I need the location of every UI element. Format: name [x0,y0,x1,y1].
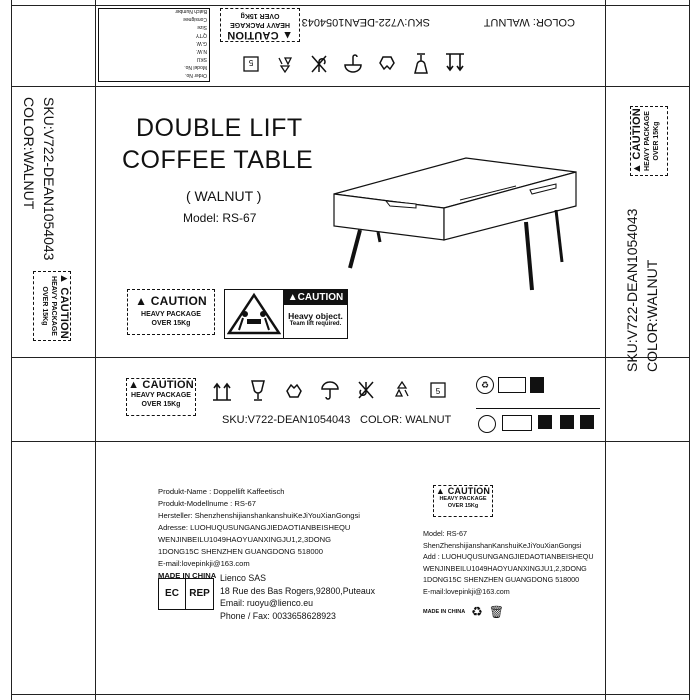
main-caution-line2: OVER 15Kg [151,320,191,327]
warning-triangle-icon: ▲ [128,379,140,391]
left-side-panel [12,87,95,357]
top-caution-box [220,8,300,42]
bottom-symbol-row [212,378,472,406]
ec-rep-box [158,578,214,610]
hline-bottom [11,694,690,695]
heavy-caution-header [284,290,347,305]
info-address1: Adresse: LUOHUQUSUNGANGJIEDAOTIANBEISHEQU [158,523,351,532]
info-right-caution-box [433,485,493,517]
sort-bin-icon-2 [560,415,574,429]
info-right-model: Model: RS-67 [423,529,467,538]
recycle-circle-icon: ♻ [476,376,494,394]
info-right-block [423,528,601,597]
heavy-line2: Team lift required. [289,321,342,327]
main-caution-line1: HEAVY PACKAGE [141,311,201,318]
warning-triangle-icon: ▲ [281,29,293,41]
info-right-addr1: Add : LUOHUQUSUNGANGJIEDAOTIANBEISHEQU [423,552,594,561]
handle-with-care-icon [284,378,304,402]
keep-dry-icon [320,378,340,402]
recycling-label-top [476,374,556,396]
right-caution-line1: HEAVY PACKAGE [644,111,651,171]
info-right-addr3: 1DONG15C SHENZHEN GUANGDONG 518000 [423,575,580,584]
stack-limit-icon [428,378,448,402]
coffee-table-illustration [330,150,580,295]
no-hooks-icon [309,52,329,76]
info-right-maker: ShenZhenshijianshanKanshuiKeJiYouXianGongsi [423,540,582,550]
info-address3: 1DONG15C SHENZHEN GUANGDONG 518000 [158,547,324,556]
handle-with-care-icon [377,52,397,76]
crossed-bin-icon: 🗑 [488,605,505,619]
bottom-caution-title: CAUTION [142,379,194,391]
label-row-order: Order No. [185,72,207,78]
info-made-in: MADE IN CHINA [158,571,217,580]
label-row-consignee: Consignee [183,16,207,22]
main-model: Model: RS-67 [183,211,257,225]
label-row-nw: N.W. [196,48,207,54]
info-product-name: Produkt-Name : Doppellift Kaffeetisch [158,487,285,496]
info-email: E-mail:lovepinkji@163.com [158,559,250,568]
info-address2: WENJINBEILU1049HAOYUANXINGJU1,2,3DONG [158,535,332,544]
hline-1 [11,86,690,87]
top-shipping-label [98,8,210,82]
bin-icon [530,377,544,393]
rep-addr: 18 Rue des Bas Rogers,92800,Puteaux [220,585,376,596]
this-way-up-icon [445,52,465,76]
fragile-icon [411,52,431,76]
main-title-line1: DOUBLE LIFT [136,114,303,142]
info-block [158,486,418,582]
rep-name: Lienco SAS [220,573,266,583]
right-color-text: COLOR:WALNUT [644,259,660,372]
heavy-caution-title: CAUTION [297,292,344,303]
sort-bin-icon [538,415,552,429]
top-caution-line2: OVER 15Kg [240,12,280,19]
label-row-sku: SKU [196,56,207,62]
info-right-caution-line1: HEAVY PACKAGE [439,496,487,502]
bottom-color-text: COLOR: WALNUT [360,414,452,426]
main-title-line2: COFFEE TABLE [122,146,314,174]
left-caution-line1: HEAVY PACKAGE [50,276,57,336]
info-right-addr2: WENJINBEILU1049HAOYUANXINGJU1,2,3DONG [423,563,587,573]
label-row-gw: G.W. [195,40,207,46]
no-hooks-icon [356,378,376,402]
hline-3 [11,441,690,442]
right-color-wrap [644,132,664,372]
info-model-name: Produkt-Modellnume : RS-67 [158,499,256,508]
main-color-paren: ( WALNUT ) [186,188,262,204]
recycle-icon [275,52,295,76]
right-sku-wrap [624,132,644,372]
label-row-model: Model No. [184,64,207,70]
bottom-caution-box [126,378,196,416]
label-row-size: Size [197,24,207,30]
left-sku-text: SKU:V722-DEAN1054043 [41,97,57,261]
rep-email: Email: ruoyu@lienco.eu [220,598,314,608]
warning-triangle-icon: ▲ [58,273,70,285]
top-caution-line1: HEAVY PACKAGE [230,21,290,28]
heavy-object-warning [224,289,348,339]
stack-limit-icon [241,52,261,76]
info-right-made-in [423,604,504,620]
recycle-icon: ♻ [471,604,483,619]
label-row-batch: Batch Number [175,8,207,14]
right-caution-line2: OVER 15Kg [653,121,660,161]
right-side-panel [606,87,689,372]
sort-bin-icon-3 [580,415,594,429]
vline-inner-left [95,0,96,700]
fragile-icon [248,378,268,402]
team-lift-icon [225,290,284,338]
info-right-made-in-text: MADE IN CHINA [423,609,466,615]
rep-block [220,572,410,622]
rep-phone: Phone / Fax: 0033658628923 [220,610,336,621]
sort-box-icon [502,415,532,431]
right-caution-title: CAUTION [631,108,643,160]
keep-dry-icon [343,52,363,76]
info-right-caution-line2: OVER 15Kg [447,503,479,509]
info-manufacturer: Hersteller: ShenzhenshijianshankanshuiKeJiYouXianGongsi [158,511,360,520]
heavy-line1: Heavy object. [288,311,343,321]
this-way-up-icon [212,378,232,402]
left-caution-title: CAUTION [58,287,70,339]
label-row-qty: Q'TY [195,32,207,38]
vline-right [689,0,690,700]
bottom-sku-text: SKU:V722-DEAN1054043 [222,414,351,426]
left-color-text: COLOR:WALNUT [21,97,37,210]
info-right-email: E-mail:lovepinkji@163.com [423,586,510,596]
top-symbol-row [195,46,465,76]
recycle-icon [392,378,412,402]
bottom-caution-line1: HEAVY PACKAGE [131,392,191,399]
hline-2 [11,357,690,358]
right-sku-text: SKU:V722-DEAN1054043 [624,208,640,372]
rep-label: REP [189,588,210,599]
bottom-caution-line2: OVER 15Kg [141,401,181,408]
carton-icon [498,377,526,393]
svg-text:5: 5 [435,387,441,396]
main-caution-title: CAUTION [150,294,207,308]
top-sku-text: SKU:V722-DEAN1054043 [301,16,430,28]
sort-icon [478,415,496,433]
left-caution-line2: OVER 15Kg [41,286,48,326]
left-caution-box [33,271,71,341]
info-right-caution-title: CAUTION [447,486,491,496]
warning-triangle-icon: ▲ [435,486,445,496]
top-caution-title: CAUTION [227,29,279,41]
svg-text:5: 5 [248,58,254,67]
warning-triangle-icon: ▲ [135,294,148,308]
top-flap [96,6,605,86]
ec-label: EC [159,579,186,609]
recycling-label-bottom [476,408,600,439]
main-caution-box [127,289,215,335]
top-color-text: COLOR: WALNUT [483,16,575,28]
warning-triangle-icon: ▲ [287,292,298,303]
warning-triangle-icon: ▲ [631,162,643,174]
